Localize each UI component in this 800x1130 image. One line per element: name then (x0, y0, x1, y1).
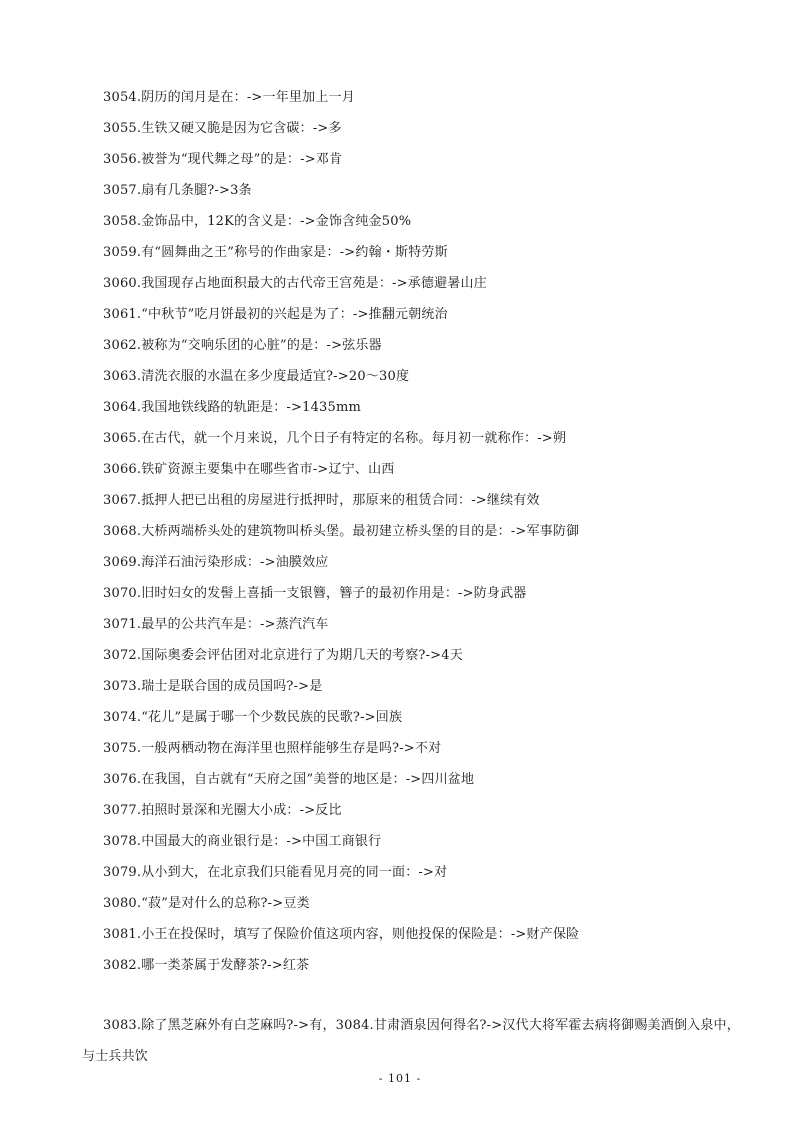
qa-item: 3069.海洋石油污染形成：->油膜效应 (103, 555, 329, 570)
qa-item: 3064.我国地铁线路的轨距是：->1435mm (103, 400, 362, 415)
qa-item: 3075.一般两栖动物在海洋里也照样能够生存是吗?->不对 (103, 741, 442, 756)
page-number: - 101 - (378, 1072, 422, 1085)
qa-item: 3078.中国最大的商业银行是：->中国工商银行 (103, 834, 382, 849)
qa-item: 3055.生铁又硬又脆是因为它含碳：->多 (103, 121, 342, 136)
qa-item: 3066.铁矿资源主要集中在哪些省市->辽宁、山西 (103, 462, 395, 477)
qa-item: 3077.拍照时景深和光圈大小成：->反比 (103, 803, 342, 818)
qa-item: 3067.抵押人把已出租的房屋进行抵押时，那原来的租赁合同：->继续有效 (103, 493, 540, 508)
qa-list (103, 82, 753, 981)
qa-item: 3070.旧时妇女的发髻上喜插一支银簪，簪子的最初作用是：->防身武器 (103, 586, 527, 601)
qa-item: 3061.“中秋节”吃月饼最初的兴起是为了：->推翻元朝统治 (103, 307, 448, 322)
qa-item: 3081.小王在投保时，填写了保险价值这项内容，则他投保的保险是：->财产保险 (103, 927, 580, 942)
qa-item: 3062.被称为“交响乐团的心脏”的是：->弦乐器 (103, 338, 382, 353)
qa-item: 3063.清洗衣服的水温在多少度最适宜?->20～30度 (103, 369, 410, 384)
qa-item: 3079.从小到大，在北京我们只能看见月亮的同一面：->对 (103, 865, 448, 880)
qa-item: 3068.大桥两端桥头处的建筑物叫桥头堡。最初建立桥头堡的目的是：->军事防御 (103, 524, 580, 539)
qa-item: 3060.我国现存占地面积最大的古代帝王宫苑是：->承德避暑山庄 (103, 276, 487, 291)
qa-item: 3071.最早的公共汽车是：->蒸汽汽车 (103, 617, 329, 632)
qa-item: 3076.在我国，自古就有“天府之国”美誉的地区是：->四川盆地 (103, 772, 475, 787)
qa-item: 3074.“花儿”是属于哪一个少数民族的民歌?->回族 (103, 710, 403, 725)
qa-item: 3065.在古代，就一个月来说，几个日子有特定的名称。每月初一就称作：->朔 (103, 431, 567, 446)
qa-item: 3072.国际奥委会评估团对北京进行了为期几天的考察?->4天 (103, 648, 463, 663)
qa-item: 3054.阴历的闰月是在：->一年里加上一月 (103, 90, 355, 105)
qa-item: 3080.“菽”是对什么的总称?->豆类 (103, 896, 310, 911)
qa-item: 3073.瑞士是联合国的成员国吗?->是 (103, 679, 323, 694)
qa-item-wrapped: 3083.除了黑芝麻外有白芝麻吗?->有，3084.甘肃酒泉因何得名?->汉代大将军霍去病将御赐美酒倒入泉中，与士兵共饮 (82, 1018, 740, 1064)
qa-item: 3059.有“圆舞曲之王”称号的作曲家是：->约翰・斯特劳斯 (103, 245, 448, 260)
qa-item: 3056.被誉为“现代舞之母”的是：->邓肯 (103, 152, 343, 167)
qa-item: 3058.金饰品中，12K的含义是：->金饰含纯金50% (103, 214, 412, 229)
qa-item: 3057.扇有几条腿?->3条 (103, 183, 252, 198)
qa-item: 3082.哪一类茶属于发酵茶?->红茶 (103, 958, 310, 973)
